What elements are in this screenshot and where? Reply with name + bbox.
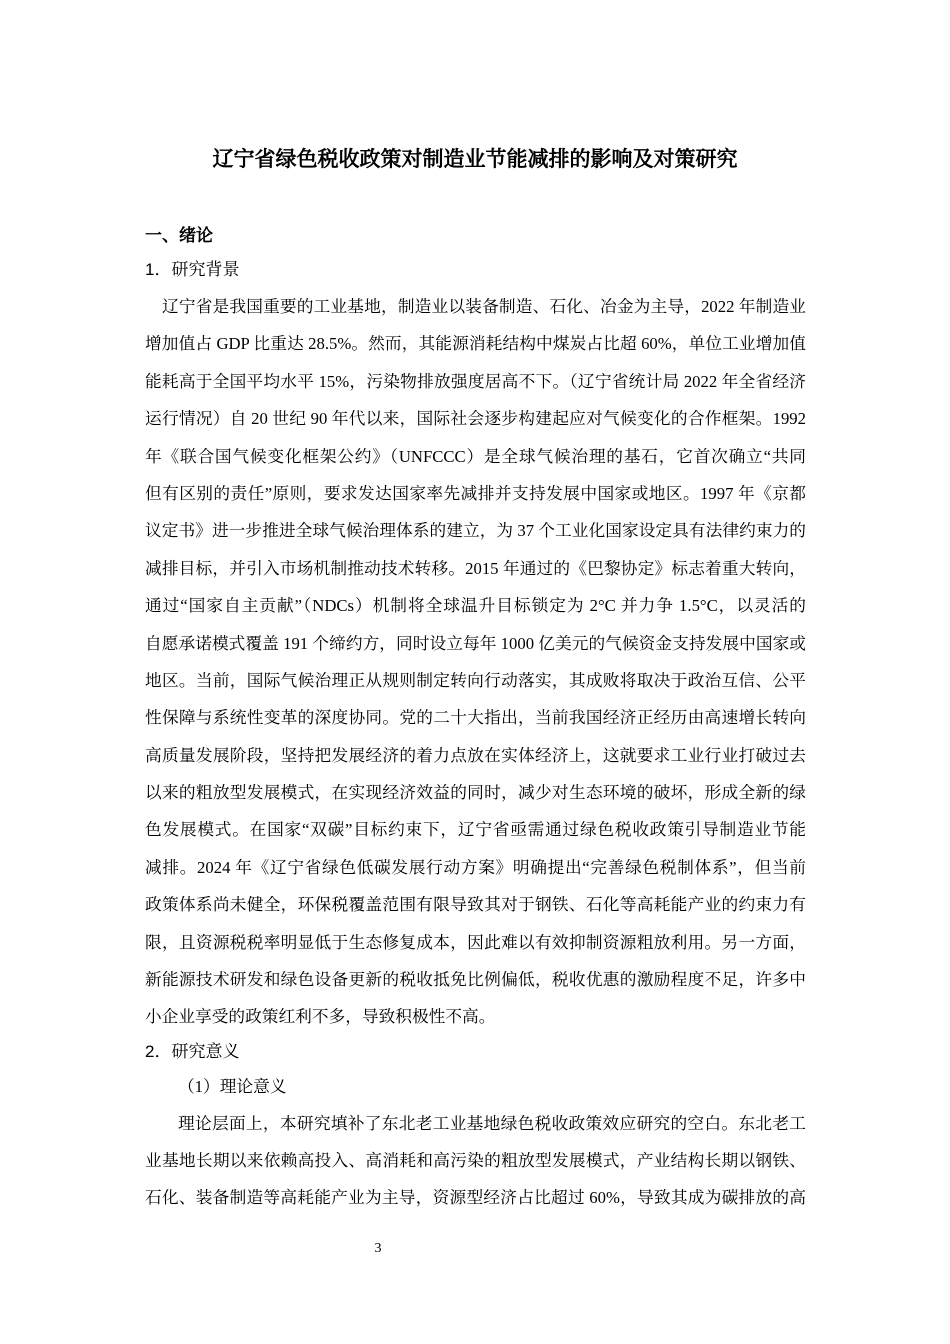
paragraph-line: 但有区别的责任”原则，要求发达国家率先减排并支持发展中国家或地区。1997 年《京都	[145, 483, 806, 503]
paragraph-line: 性保障与系统性变革的深度协同。党的二十大指出，当前我国经济正经历由高速增长转向	[145, 708, 806, 728]
item-heading-theoretical-significance: （1）理论意义	[178, 1077, 287, 1096]
paragraph-line: 理论层面上，本研究填补了东北老工业基地绿色税收政策效应研究的空白。东北老工	[178, 1114, 806, 1133]
paragraph-line: 色发展模式。在国家“双碳”目标约束下，辽宁省亟需通过绿色税收政策引导制造业节能	[145, 820, 806, 840]
paragraph-line: 业基地长期以来依赖高投入、高消耗和高污染的粗放型发展模式，产业结构长期以钢铁、	[145, 1151, 806, 1170]
section-heading-introduction: 一、绪论	[145, 226, 213, 245]
paragraph-line: 小企业享受的政策红利不多，导致积极性不高。	[145, 1007, 496, 1027]
paragraph-line: 减排。2024 年《辽宁省绿色低碳发展行动方案》明确提出“完善绿色税制体系”，但当前	[145, 857, 806, 877]
paragraph-line: 议定书》进一步推进全球气候治理体系的建立，为 37 个工业化国家设定具有法律约束力的	[145, 521, 806, 541]
paragraph-line: 地区。当前，国际气候治理正从规则制定转向行动落实，其成败将取决于政治互信、公平	[145, 670, 806, 690]
paragraph-line: 运行情况）自 20 世纪 90 年代以来，国际社会逐步构建起应对气候变化的合作框架。1992	[145, 409, 806, 429]
subsection-heading-background: 1．研究背景	[145, 260, 240, 279]
paragraph-line: 辽宁省是我国重要的工业基地，制造业以装备制造、石化、冶金为主导，2022 年制造业	[162, 297, 806, 316]
paragraph-line: 减排目标，并引入市场机制推动技术转移。2015 年通过的《巴黎协定》标志着重大转向，	[145, 558, 806, 578]
paragraph-line: 石化、装备制造等高耗能产业为主导，资源型经济占比超过 60%，导致其成为碳排放的高	[145, 1188, 806, 1207]
paragraph-line: 通过“国家自主贡献”（NDCs）机制将全球温升目标锁定为 2°C 并力争 1.5°C，以灵活的	[145, 596, 806, 616]
paragraph-line: 年《联合国气候变化框架公约》（UNFCCC）是全球气候治理的基石，它首次确立“共同	[145, 446, 806, 466]
subsection-heading-significance: 2．研究意义	[145, 1042, 240, 1061]
paragraph-line: 政策体系尚未健全，环保税覆盖范围有限导致其对于钢铁、石化等高耗能产业的约束力有	[145, 895, 806, 915]
paragraph-line: 能耗高于全国平均水平 15%，污染物排放强度居高不下。（辽宁省统计局 2022 年全省经济	[145, 371, 806, 391]
paragraph-line: 高质量发展阶段，坚持把发展经济的着力点放在实体经济上，这就要求工业行业打破过去	[145, 745, 806, 765]
document-title: 辽宁省绿色税收政策对制造业节能减排的影响及对策研究	[212, 148, 738, 171]
paragraph-line: 限，且资源税税率明显低于生态修复成本，因此难以有效抑制资源粗放利用。另一方面，	[145, 932, 806, 952]
background-paragraph	[145, 288, 806, 1036]
paragraph-line: 自愿承诺模式覆盖 191 个缔约方，同时设立每年 1000 亿美元的气候资金支持发展中国家或	[145, 633, 806, 653]
theoretical-significance-paragraph	[145, 1105, 806, 1216]
paragraph-line: 增加值占 GDP 比重达 28.5%。然而，其能源消耗结构中煤炭占比超 60%，单位工业增加值	[145, 334, 806, 354]
page-number: 3	[374, 1241, 382, 1256]
paragraph-line: 以来的粗放型发展模式，在实现经济效益的同时，减少对生态环境的破坏，形成全新的绿	[145, 783, 806, 803]
paragraph-line: 新能源技术研发和绿色设备更新的税收抵免比例偏低，税收优惠的激励程度不足，许多中	[145, 970, 806, 990]
